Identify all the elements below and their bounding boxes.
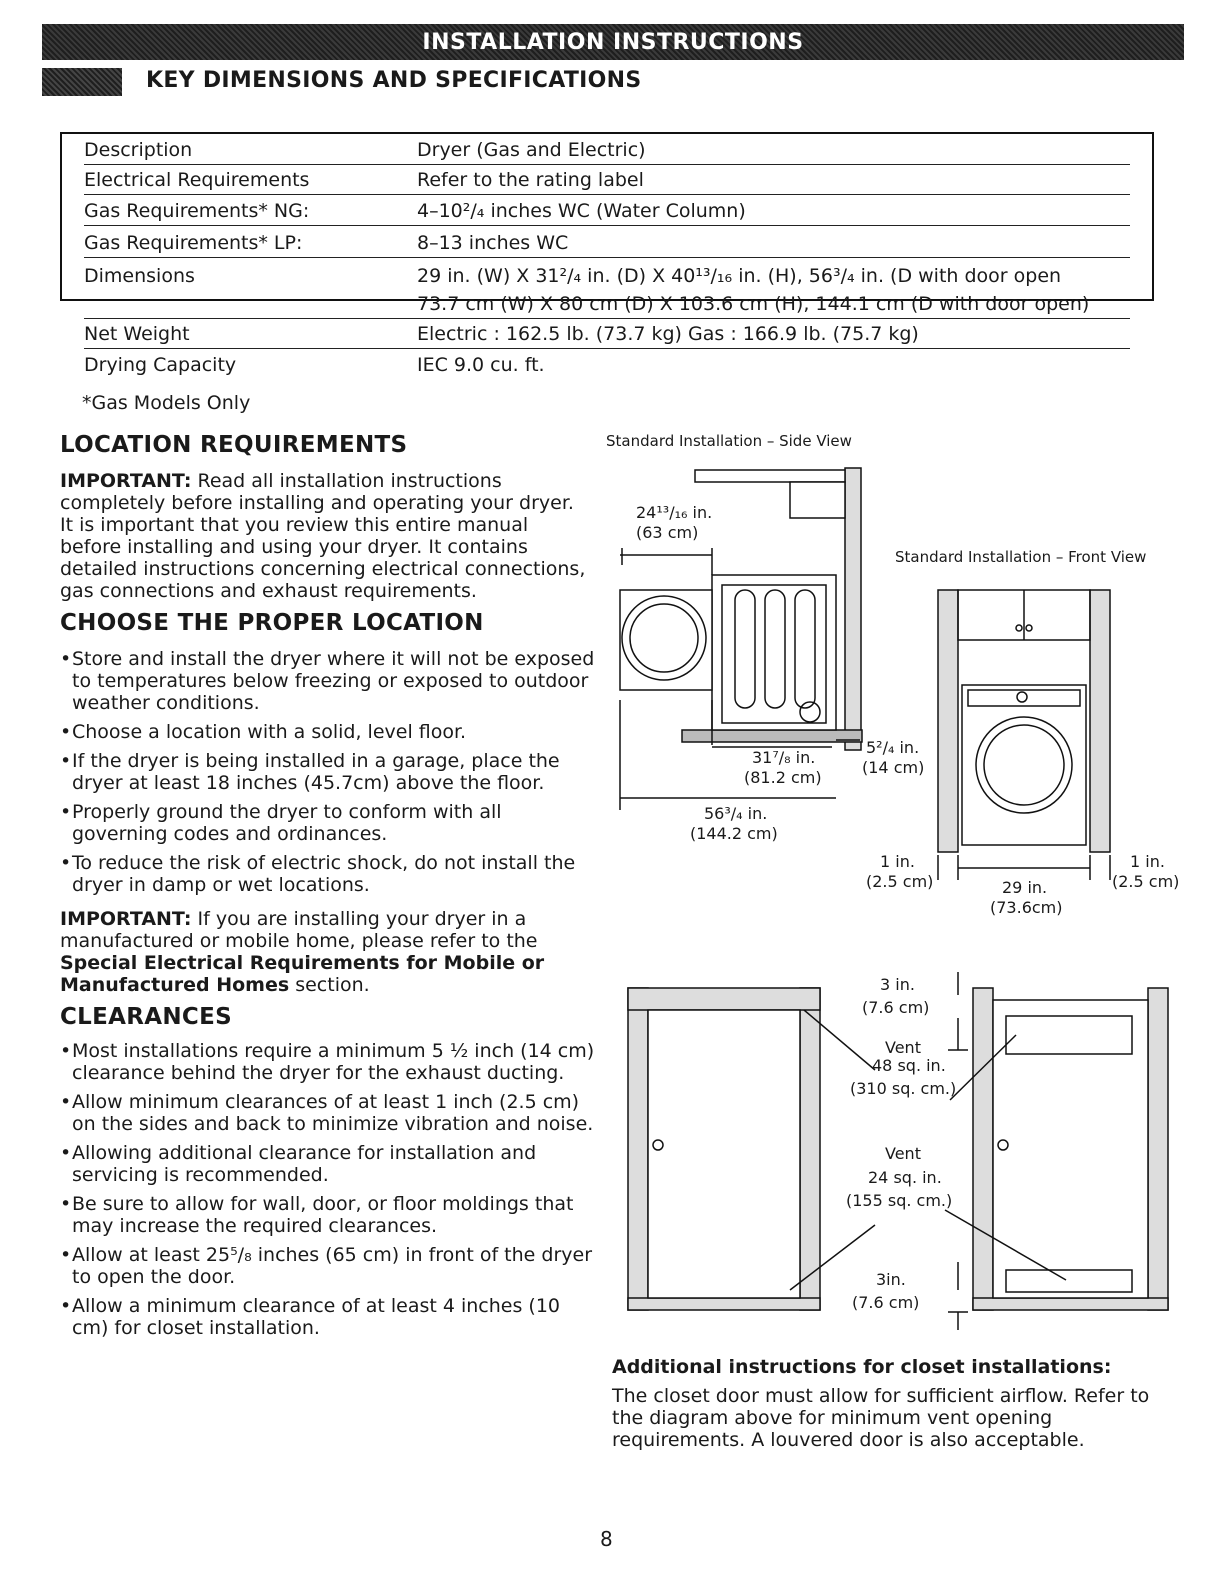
section-title: KEY DIMENSIONS AND SPECIFICATIONS <box>146 68 642 93</box>
list-item: • Allowing additional clearance for installation and servicing is recommended. <box>60 1142 600 1186</box>
spec-value: IEC 9.0 cu. ft. <box>417 354 545 376</box>
spec-label: Description <box>84 139 193 161</box>
spec-value-metric: 73.7 cm (W) X 80 cm (D) X 103.6 cm (H), 144.1 cm (D with door open) <box>417 293 1090 315</box>
vent-bottom-area-cm: (155 sq. cm.) <box>846 1191 953 1210</box>
list-item: • Allow minimum clearances of at least 1 inch (2.5 cm) on the sides and back to minimize vibration and noise. <box>60 1091 600 1135</box>
closet-top-dim-cm: (7.6 cm) <box>862 998 930 1017</box>
list-item: • To reduce the risk of electric shock, do not install the dryer in damp or wet locations. <box>60 852 600 896</box>
vent-top-area-cm: (310 sq. cm.) <box>850 1079 957 1098</box>
side-wall <box>845 468 861 750</box>
closet-instructions-title: Additional instructions for closet installations: <box>612 1356 1112 1378</box>
choose-heading: CHOOSE THE PROPER LOCATION <box>60 610 484 636</box>
closet-instructions-text: The closet door must allow for sufficient airflow. Refer to the diagram above for minimum vent opening requirements. A louvered door is also acceptable. <box>612 1385 1150 1451</box>
vent-top-area-in: 48 sq. in. <box>872 1056 946 1075</box>
side-door-dim-in: 24¹³/₁₆ in. <box>636 503 713 522</box>
spec-value: Refer to the rating label <box>417 169 644 191</box>
mobile-home-important: IMPORTANT: If you are installing your dryer in a manufactured or mobile home, please refer to the Special Electrical Requirements for Mobile or Manufactured Homes section. <box>60 908 545 996</box>
closet-bottom-dim-in: 3in. <box>876 1270 906 1289</box>
vent-top-label: Vent <box>885 1038 921 1057</box>
clearances-heading: CLEARANCES <box>60 1004 232 1030</box>
side-door-dim-cm: (63 cm) <box>636 523 699 542</box>
list-item: • Allow at least 25⁵/₈ inches (65 cm) in front of the dryer to open the door. <box>60 1244 600 1288</box>
front-width-dim-in: 29 in. <box>1002 878 1048 897</box>
list-item: • Store and install the dryer where it will not be exposed to temperatures below freezing or exposed to outdoor weather conditions. <box>60 648 600 714</box>
side-back-dim-in: 5²/₄ in. <box>866 738 920 757</box>
spec-label: Net Weight <box>84 323 190 345</box>
side-depth-dim-cm: (81.2 cm) <box>744 768 822 787</box>
side-cabinet <box>790 482 845 518</box>
list-item: • Most installations require a minimum 5 ½ inch (14 cm) clearance behind the dryer for the exhaust ducting. <box>60 1040 600 1084</box>
vent-bottom-label: Vent <box>885 1144 921 1163</box>
closet-left-top <box>628 988 820 1010</box>
spec-value: 8–13 inches WC <box>417 232 569 254</box>
closet-right-frame <box>973 988 993 1310</box>
closet-left-door <box>648 1010 800 1298</box>
vent-bottom-area-in: 24 sq. in. <box>868 1168 942 1187</box>
cabinet-knob <box>1016 625 1022 631</box>
spec-label: Gas Requirements* NG: <box>84 200 310 222</box>
closet-top-dim-in: 3 in. <box>880 975 915 994</box>
side-view-title: Standard Installation – Side View <box>606 432 852 450</box>
spec-label: Gas Requirements* LP: <box>84 232 303 254</box>
spec-value: 4–10²/₄ inches WC (Water Column) <box>417 200 746 222</box>
side-open-dim-cm: (144.2 cm) <box>690 824 778 843</box>
spec-footnote: *Gas Models Only <box>82 392 251 414</box>
front-dryer-body <box>962 685 1086 845</box>
list-item: • Allow a minimum clearance of at least 4 inches (10 cm) for closet installation. <box>60 1295 600 1339</box>
front-width-dim-cm: (73.6cm) <box>990 898 1063 917</box>
header-banner: INSTALLATION INSTRUCTIONS <box>42 24 1184 60</box>
front-wall-right <box>1090 590 1110 852</box>
side-dryer-body <box>712 575 836 730</box>
closet-bottom-dim-cm: (7.6 cm) <box>852 1293 920 1312</box>
front-left-dim-cm: (2.5 cm) <box>866 872 934 891</box>
closet-left-frame <box>628 988 648 1310</box>
closet-right-frame <box>1148 988 1168 1310</box>
list-item: • Choose a location with a solid, level floor. <box>60 721 600 743</box>
front-wall-left <box>938 590 958 852</box>
spec-value: Dryer (Gas and Electric) <box>417 139 646 161</box>
closet-right-bottom <box>973 1298 1168 1310</box>
list-item: • Be sure to allow for wall, door, or floor moldings that may increase the required clearances. <box>60 1193 600 1237</box>
front-right-dim-in: 1 in. <box>1130 852 1165 871</box>
closet-left-frame <box>800 988 820 1310</box>
list-item: • Properly ground the dryer to conform with all governing codes and ordinances. <box>60 801 600 845</box>
front-view-title: Standard Installation – Front View <box>895 548 1147 566</box>
side-open-dim-in: 56³/₄ in. <box>704 804 768 823</box>
spec-label: Electrical Requirements <box>84 169 310 191</box>
location-heading: LOCATION REQUIREMENTS <box>60 432 408 458</box>
page-number: 8 <box>600 1527 613 1551</box>
closet-right-door <box>993 1000 1148 1298</box>
side-cabinet-top <box>695 470 845 482</box>
spec-value: 29 in. (W) X 31²/₄ in. (D) X 40¹³/₁₆ in. (H), 56³/₄ in. (D with door open <box>417 265 1062 287</box>
spec-label: Drying Capacity <box>84 354 237 376</box>
front-view-diagram <box>938 590 1110 880</box>
spec-value: Electric : 162.5 lb. (73.7 kg) Gas : 166.9 lb. (75.7 kg) <box>417 323 919 345</box>
list-item: • If the dryer is being installed in a garage, place the dryer at least 18 inches (45.7cm) above the floor. <box>60 750 600 794</box>
spec-label: Dimensions <box>84 265 195 287</box>
location-important: IMPORTANT: Read all installation instructions completely before installing and operating your dryer. It is important that you review this entire manual before installing and using your dryer. It contains detailed instructions concerning electrical connections, gas connections and exhaust requirements. <box>60 470 586 602</box>
closet-left-bottom <box>628 1298 820 1310</box>
side-depth-dim-in: 31⁷/₈ in. <box>752 748 816 767</box>
side-floor <box>682 730 862 742</box>
side-back-dim-cm: (14 cm) <box>862 758 925 777</box>
front-left-dim-in: 1 in. <box>880 852 915 871</box>
front-right-dim-cm: (2.5 cm) <box>1112 872 1180 891</box>
cabinet-knob <box>1026 625 1032 631</box>
